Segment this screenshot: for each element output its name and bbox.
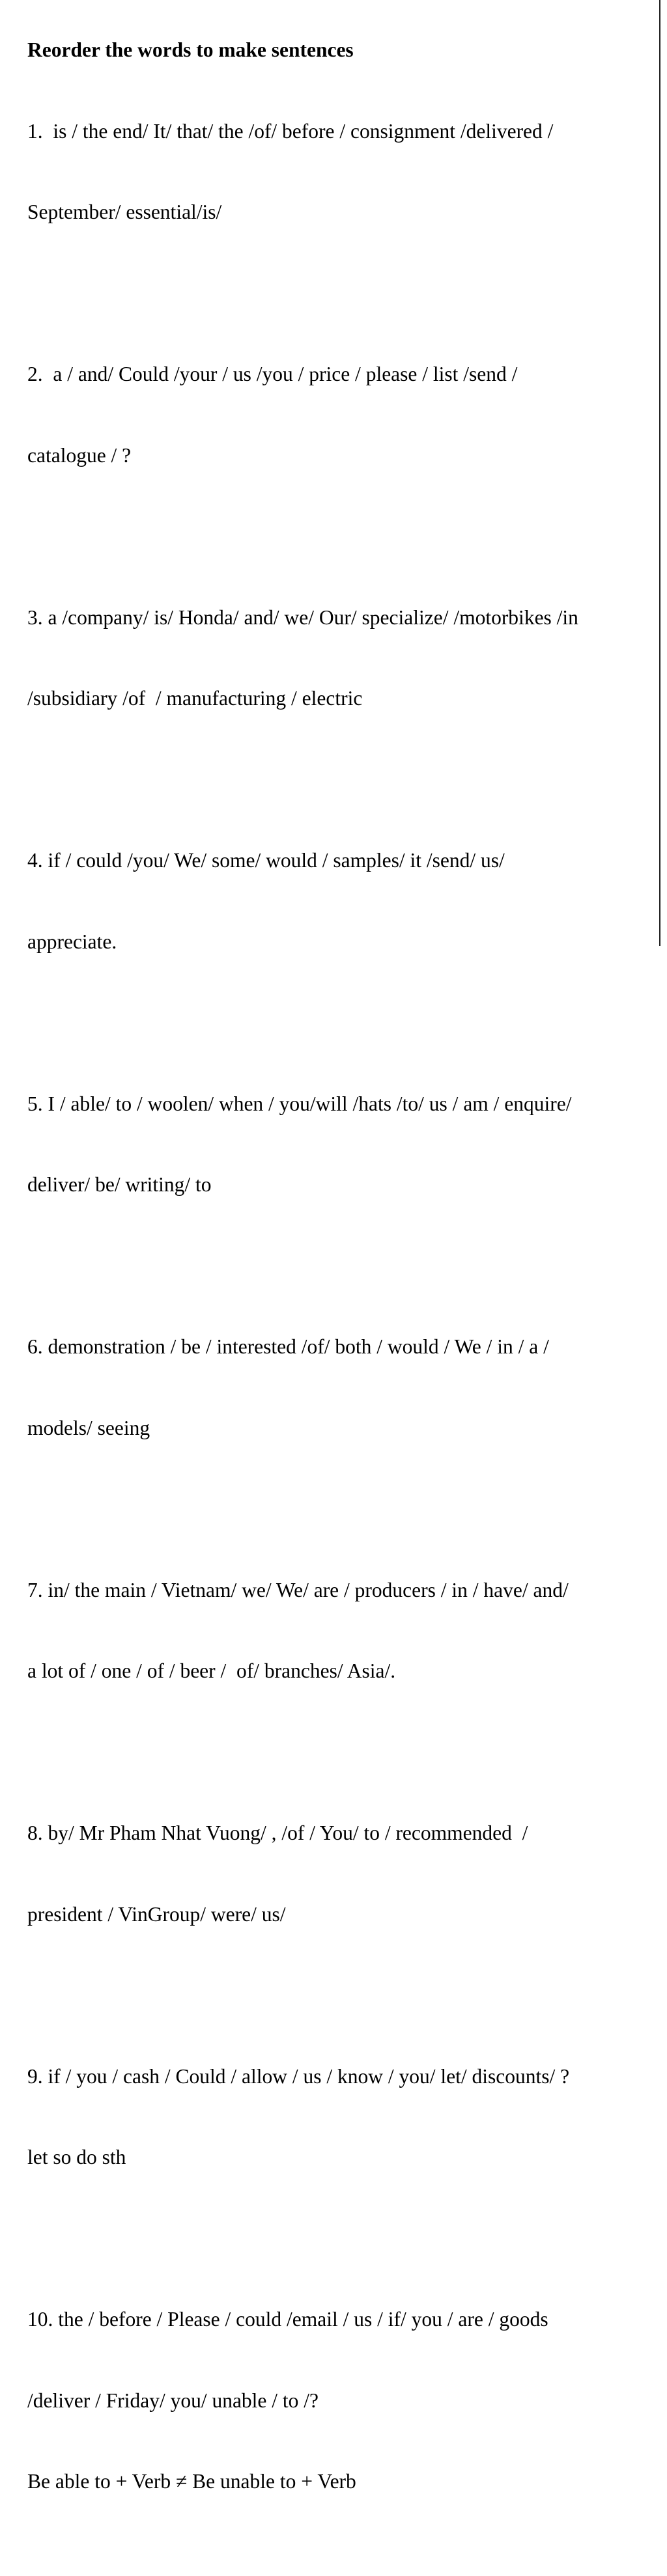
exercise-line: models/ seeing xyxy=(27,1416,150,1439)
exercise-line: 3. a /company/ is/ Honda/ and/ we/ Our/ specialize/ /motorbikes /in xyxy=(27,605,578,629)
exercise-line: 2. a / and/ Could /your / us /you / price / please / list /send / xyxy=(27,363,518,385)
exercise-line: /deliver / Friday/ you/ unable / to /? xyxy=(27,2389,319,2412)
exercise-line: appreciate. xyxy=(27,930,117,953)
exercise-line: 7. in/ the main / Vietnam/ we/ We/ are / producers / in / have/ and/ xyxy=(27,1578,569,1601)
exercise-line: president / VinGroup/ were/ us/ xyxy=(27,1902,286,1926)
exercise-item-1 xyxy=(27,64,653,280)
exercise-line: 4. if / could /you/ We/ some/ would / samples/ it /send/ us/ xyxy=(27,849,505,872)
exercise-line: 6. demonstration / be / interested /of/ both / would / We / in / a / xyxy=(27,1335,549,1358)
worksheet-content xyxy=(27,36,653,2576)
page-edge-divider xyxy=(659,0,667,946)
exercise-item-9 xyxy=(27,2009,653,2225)
exercise-line: September/ essential/is/ xyxy=(27,201,222,223)
exercise-line: /subsidiary /of / manufacturing / electric xyxy=(27,687,363,710)
exercise-item-8 xyxy=(27,1766,653,1982)
exercise-item-3 xyxy=(27,550,653,766)
exercise-line: a lot of / one / of / beer / of/ branches/ Asia/. xyxy=(27,1659,396,1682)
exercise-line: 9. if / you / cash / Could / allow / us / know / you/ let/ discounts/ ? xyxy=(27,2064,570,2088)
exercise-item-10 xyxy=(27,2252,653,2549)
exercise-item-7 xyxy=(27,1523,653,1739)
exercise-item-4 xyxy=(27,793,653,1009)
worksheet-title: Reorder the words to make sentences xyxy=(27,38,354,61)
exercise-line: 5. I / able/ to / woolen/ when / you/will /hats /to/ us / am / enquire/ xyxy=(27,1092,572,1115)
exercise-line: let so do sth xyxy=(27,2146,126,2168)
exercise-item-5 xyxy=(27,1036,653,1253)
exercise-line: 1. is / the end/ It/ that/ the /of/ before / consignment /delivered / xyxy=(27,119,554,143)
exercise-line: catalogue / ? xyxy=(27,443,132,467)
exercise-item-6 xyxy=(27,1279,653,1495)
exercise-line: deliver/ be/ writing/ to xyxy=(27,1173,212,1196)
exercise-item-2 xyxy=(27,307,653,523)
grammar-note: Be able to + Verb ≠ Be unable to + Verb xyxy=(27,2470,356,2493)
exercise-line: 8. by/ Mr Pham Nhat Vuong/ , /of / You/ to / recommended / xyxy=(27,1821,528,1844)
exercise-line: 10. the / before / Please / could /email / us / if/ you / are / goods xyxy=(27,2308,548,2331)
